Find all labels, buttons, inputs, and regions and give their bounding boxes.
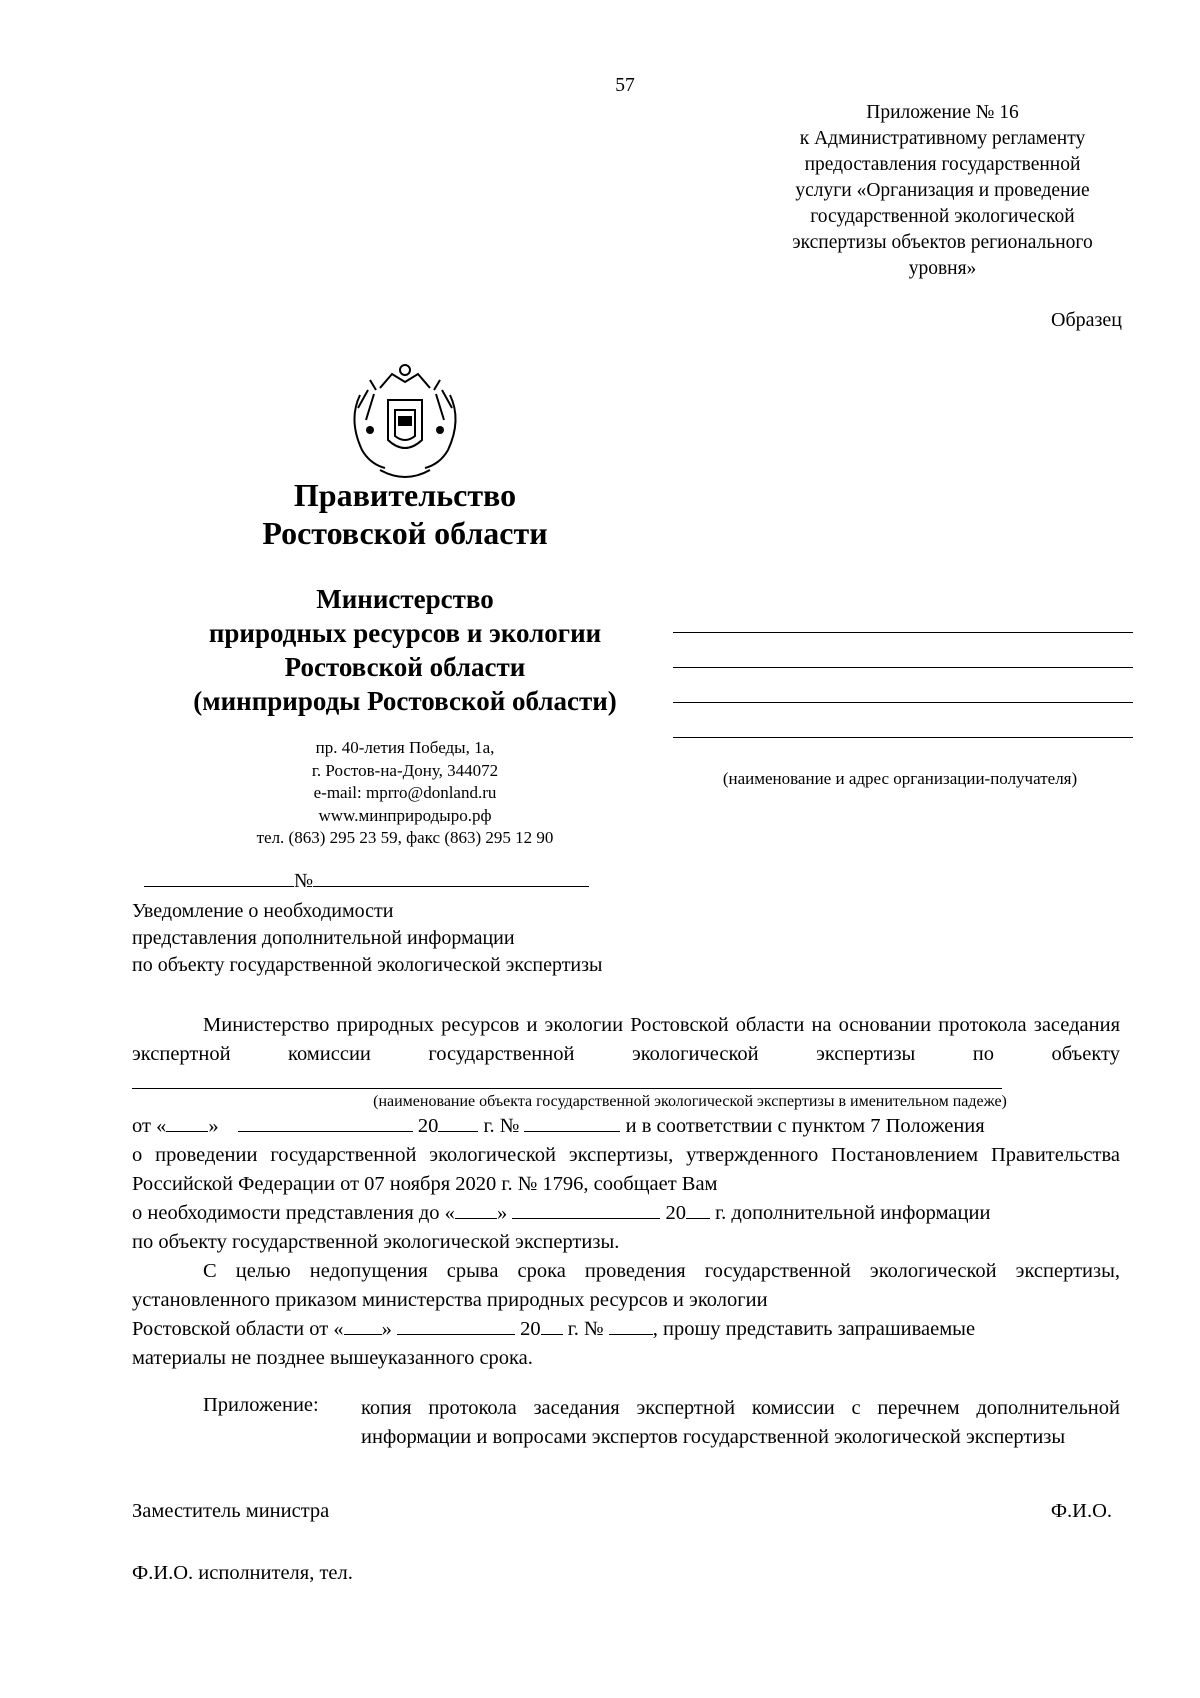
government-title xyxy=(190,476,620,552)
day-blank xyxy=(344,1318,382,1335)
year-blank xyxy=(438,1115,478,1132)
ministry-line: Министерство xyxy=(316,584,494,614)
address-line: www.минприродыро.рф xyxy=(318,805,492,825)
body-paragraph-2: С целью недопущения срыва срока проведения государственной экологической экспертизы, установленного приказом министерства природных ресурсов и экологии xyxy=(132,1260,1120,1311)
appendix-line: экспертизы объектов регионального xyxy=(792,232,1093,253)
number-sign: № xyxy=(294,870,314,892)
page-number: 57 xyxy=(615,75,635,96)
ministry-line: Ростовской области xyxy=(284,652,526,682)
year-blank xyxy=(541,1318,563,1335)
signatory-position: Заместитель министра xyxy=(132,1500,330,1522)
executor-info: Ф.И.О. исполнителя, тел. xyxy=(132,1562,353,1584)
subject-line: Уведомление о необходимости xyxy=(132,900,394,922)
coat-of-arms-icon xyxy=(340,360,470,485)
recipient-caption: (наименование и адрес организации-получателя) xyxy=(722,769,1078,788)
document-subject xyxy=(132,898,732,979)
recipient-line xyxy=(673,667,1133,668)
protocol-number-blank xyxy=(524,1115,620,1132)
date-blank xyxy=(144,870,294,887)
appendix-line: услуги «Организация и проведение xyxy=(795,180,1090,201)
address-line: тел. (863) 295 23 59, факс (863) 295 12 90 xyxy=(256,828,554,847)
appendix-line: к Административному регламенту xyxy=(799,128,1086,149)
month-blank xyxy=(238,1115,413,1132)
day-blank xyxy=(166,1115,208,1132)
address-line: пр. 40-летия Победы, 1а, xyxy=(315,738,495,757)
body-text: Министерство природных ресурсов и экологии Ростовской области на основании протокола заседания экспертной комиссии государственной экологической экспертизы по объекту xyxy=(132,1011,1120,1098)
subject-line: представления дополнительной информации xyxy=(132,927,515,949)
object-caption: (наименование объекта государственной экологической экспертизы в именительном падеже) xyxy=(373,1093,1007,1110)
ministry-title xyxy=(130,582,680,718)
order-number-blank xyxy=(609,1318,653,1335)
appendix-line: уровня» xyxy=(908,258,977,279)
address-line: e-mail: mprro@donland.ru xyxy=(313,783,497,802)
government-line: Правительство xyxy=(293,477,517,513)
signatory-name: Ф.И.О. xyxy=(1050,1500,1112,1522)
attachment-label: Приложение: xyxy=(203,1394,319,1416)
recipient-line xyxy=(673,702,1133,703)
government-line: Ростовской области xyxy=(262,515,548,551)
day-blank xyxy=(455,1202,497,1219)
ministry-line: природных ресурсов и экологии xyxy=(208,618,602,648)
document-number-line xyxy=(144,870,589,893)
recipient-line xyxy=(673,632,1133,633)
recipient-line xyxy=(673,737,1133,738)
body-line-order: Ростовской области от « » 20 г. № , прошу представить запрашиваемые xyxy=(132,1318,976,1340)
address-line: г. Ростов-на-Дону, 344072 xyxy=(311,760,499,780)
month-blank xyxy=(397,1318,515,1335)
body-text-final: материалы не позднее вышеуказанного срока. xyxy=(132,1347,533,1369)
attachment-text: копия протокола заседания экспертной комиссии с перечнем дополнительной информации и вопросами экспертов государственной экологической экспертизы xyxy=(361,1397,1120,1448)
appendix-line: Приложение № 16 xyxy=(866,102,1019,123)
body-paragraph-1 xyxy=(132,1011,1120,1098)
body-line-protocol: от « » 20 г. № и в соответствии с пунктом 7 Положения xyxy=(132,1115,985,1137)
sample-label: Образец xyxy=(1051,309,1122,331)
ministry-line: (минприроды Ростовской области) xyxy=(193,686,617,716)
year-blank xyxy=(686,1202,710,1219)
appendix-block xyxy=(755,100,1130,282)
month-blank xyxy=(512,1202,660,1219)
recipient-fields xyxy=(673,632,1133,772)
appendix-line: государственной экологической xyxy=(810,206,1075,227)
body-text-regulation: о проведении государственной экологической экспертизы, утвержденного Постановлением Правительства Российской Федерации от 07 ноября 2020 г. № 1796, сообщает Вам xyxy=(132,1144,1120,1195)
number-blank xyxy=(313,870,589,887)
object-name-blank xyxy=(132,1072,1002,1089)
appendix-line: предоставления государственной xyxy=(804,154,1081,175)
ministry-address xyxy=(170,737,640,850)
body-text-end: по объекту государственной экологической экспертизы. xyxy=(132,1231,620,1253)
subject-line: по объекту государственной экологической экспертизы xyxy=(132,954,603,976)
body-line-deadline: о необходимости представления до « » 20 г. дополнительной информации xyxy=(132,1202,991,1224)
